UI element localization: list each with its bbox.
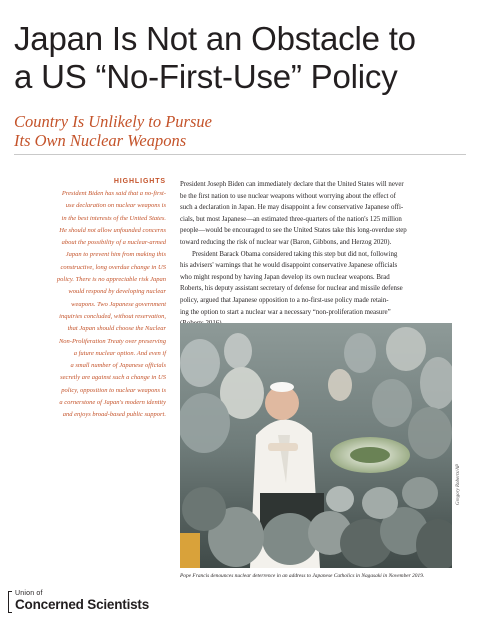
title-line-2: a US “No-First-Use” Policy — [14, 58, 398, 95]
text-line: be the first nation to use nuclear weapons without worrying about the effect of — [180, 192, 396, 200]
logo-line-1: Union of — [15, 590, 43, 597]
text-line: secretly are against such a change in US — [60, 374, 166, 382]
text-line: President Barack Obama considered taking this step but did not, following — [192, 250, 398, 258]
text-line: in the best interests of the United States. — [61, 214, 166, 222]
paragraph-1 — [180, 179, 466, 249]
text-line: policy, opposition to nuclear weapons is — [61, 386, 166, 394]
text-line: policy. There is no appreciable risk Japan — [56, 276, 166, 284]
ucs-logo — [8, 590, 149, 614]
text-line: President Biden has said that a no-first- — [61, 190, 166, 197]
title-line-1: Japan Is Not an Obstacle to — [14, 20, 416, 57]
highlights-text — [28, 188, 166, 422]
subtitle — [14, 112, 414, 150]
text-line: weapons. Two Japanese government — [71, 300, 166, 308]
text-line: a future nuclear option. And even if — [73, 349, 166, 357]
text-line: a small number of Japanese officials — [70, 362, 166, 370]
text-line: about the possibility of a nuclear-armed — [61, 239, 166, 247]
subtitle-line-2: Its Own Nuclear Weapons — [14, 131, 187, 150]
text-line: policy, argued that Japanese opposition to a no-first-use policy made retain- — [180, 296, 389, 304]
text-line: who might respond by having Japan develop its own nuclear weapons. Brad — [180, 273, 390, 281]
subtitle-line-1: Country Is Unlikely to Pursue — [14, 112, 212, 131]
text-line: a cornerstone of Japan's modern identity — [59, 399, 166, 407]
text-line: Japan to prevent him from making this — [65, 251, 166, 259]
text-line: such a declaration in Japan. He may disappoint a few conservative Japanese offi- — [180, 204, 404, 212]
divider — [14, 154, 466, 155]
text-line: President Joseph Biden can immediately declare that the United States will never — [180, 181, 404, 188]
text-line: cials, but most Japanese—an estimated three-quarters of the nation's 125 million — [180, 215, 402, 223]
text-line: He should not allow unfounded concerns — [59, 226, 166, 234]
text-line: would respond by developing nuclear — [68, 288, 166, 296]
photo-credit: Gregory Roberts/AP — [456, 463, 461, 505]
text-line: Non-Proliferation Treaty over preserving — [58, 337, 166, 345]
text-line: Roberts, his deputy assistant secretary of defense for nuclear and missile defense — [180, 285, 403, 293]
pope-francis-photo — [180, 323, 452, 568]
text-line: constructive, long overdue change in US — [60, 263, 166, 271]
logo-line-2: Concerned Scientists — [15, 597, 150, 612]
highlights-heading: HIGHLIGHTS — [113, 178, 166, 185]
text-line: use declaration on nuclear weapons is — [65, 202, 166, 210]
text-line: people—would be encouraged to see the United States take this long-overdue step — [180, 227, 407, 235]
text-line: and enjoys broad-based public support. — [62, 411, 166, 419]
text-line: inquiries concluded, without reservation, — [59, 312, 166, 320]
text-line: that Japan should choose the Nuclear — [67, 325, 166, 333]
text-line: his advisers' warnings that he would disappoint conservative Japanese officials — [180, 262, 398, 270]
article-body — [180, 179, 466, 330]
logo-bracket — [8, 591, 12, 613]
highlights-sidebar — [28, 178, 166, 422]
page-title — [14, 20, 474, 96]
text-line: ing the option to start a nuclear war a necessary “non-proliferation measure” — [180, 308, 391, 316]
paragraph-2 — [180, 249, 466, 330]
photo-illustration — [180, 323, 452, 568]
photo-caption: Pope Francis denounces nuclear deterrence in an address to Japanese Catholics in Nagasaki in November 2019. — [180, 573, 425, 579]
text-line: toward reducing the risk of nuclear war (Baron, Gibbons, and Herzog 2020). — [180, 238, 392, 246]
